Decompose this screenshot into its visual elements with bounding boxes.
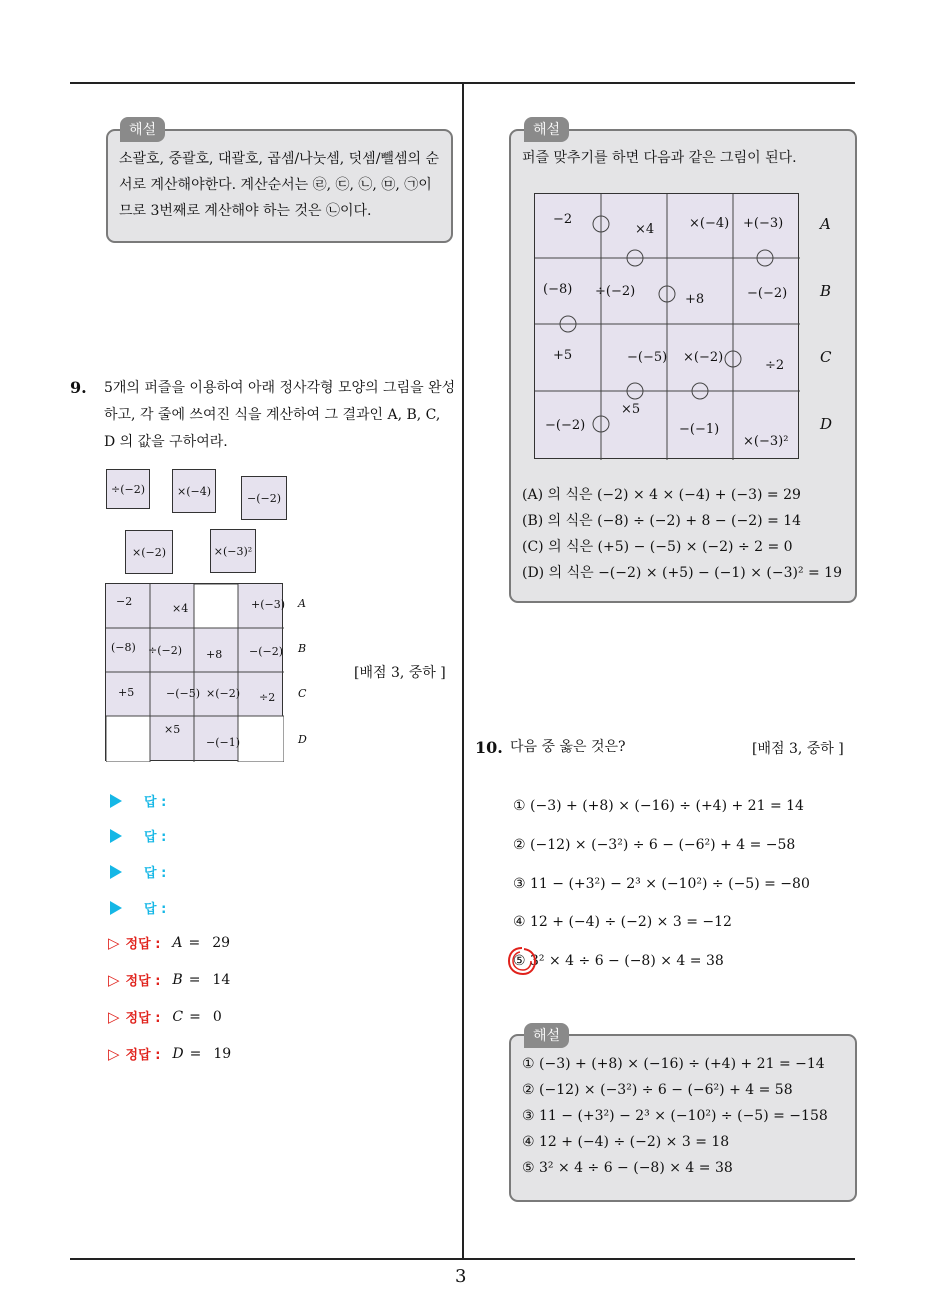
correct-answer: ▷ 정답 : C = 0 — [108, 1007, 222, 1026]
grid-cell: (−8) — [111, 641, 136, 654]
grid-cell: +5 — [553, 348, 573, 363]
option-3[interactable]: ③ 11 − (+3²) − 2³ × (−10²) ÷ (−5) = −80 — [513, 876, 810, 892]
correct-answer: ▷ 정답 : D = 19 — [108, 1044, 232, 1063]
grid-cell: +(−3) — [743, 216, 784, 231]
solution-line: ④ 12 + (−4) ÷ (−2) × 3 = 18 — [522, 1134, 730, 1150]
answer-blank[interactable]: 답 : — [110, 862, 166, 881]
play-icon — [110, 901, 122, 915]
option-1[interactable]: ① (−3) + (+8) × (−16) ÷ (+4) + 21 = 14 — [513, 798, 804, 814]
bottom-rule — [70, 1258, 855, 1260]
solution-line: ① (−3) + (+8) × (−16) ÷ (+4) + 21 = −14 — [522, 1056, 825, 1072]
question-puzzle-grid — [105, 583, 286, 761]
page-number: 3 — [455, 1266, 467, 1287]
puzzle-piece: ×(−2) — [125, 530, 173, 574]
grid-cell: −2 — [116, 595, 133, 608]
grid-cell: +5 — [118, 686, 135, 699]
solution-line: ③ 11 − (+3²) − 2³ × (−10²) ÷ (−5) = −158 — [522, 1108, 828, 1124]
answer-blank[interactable]: 답 : — [110, 898, 166, 917]
question-text-9: 5개의 퍼즐을 이용하여 아래 정사각형 모양의 그림을 완성하고, 각 줄에 쓰여진 식을 계산하여 그 결과인 A, B, C, D 의 값을 구하여라. — [104, 380, 456, 450]
grid-cell: ×(−2) — [683, 350, 724, 365]
play-icon — [110, 829, 122, 843]
solution-line: (C) 의 식은 (+5) − (−5) × (−2) ÷ 2 = 0 — [522, 539, 793, 555]
grid-cell: (−8) — [543, 282, 573, 297]
option-4[interactable]: ④ 12 + (−4) ÷ (−2) × 3 = −12 — [513, 914, 732, 930]
triangle-outline-icon: ▷ — [108, 970, 120, 989]
column-divider — [462, 83, 464, 1259]
grid-cell: ×5 — [621, 402, 641, 417]
play-icon — [110, 865, 122, 879]
correct-answer: ▷ 정답 : B = 14 — [108, 970, 231, 989]
row-label: B — [298, 642, 307, 655]
grid-cell: ×(−4) — [689, 216, 730, 231]
solution-line: ⑤ 3² × 4 ÷ 6 − (−8) × 4 = 38 — [522, 1160, 733, 1176]
score-label: [배점 3, 중하 ] — [354, 665, 446, 681]
grid-cell: ÷2 — [259, 691, 276, 704]
row-label: C — [298, 687, 307, 700]
grid-cell: −(−2) — [545, 418, 586, 433]
row-label: B — [820, 282, 832, 300]
grid-cell: +(−3) — [251, 598, 286, 611]
score-label: [배점 3, 중하 ] — [752, 741, 844, 757]
solution-intro-q9: 퍼즐 맞추기를 하면 다음과 같은 그림이 된다. — [522, 150, 797, 166]
solution-line: (B) 의 식은 (−8) ÷ (−2) + 8 − (−2) = 14 — [522, 513, 802, 529]
puzzle-piece: ÷(−2) — [106, 469, 150, 509]
row-label: A — [820, 215, 831, 233]
play-icon — [110, 794, 122, 808]
solution-line: ② (−12) × (−3²) ÷ 6 − (−6²) + 4 = 58 — [522, 1082, 793, 1098]
question-text-10: 다음 중 옳은 것은? — [510, 739, 626, 755]
solved-puzzle-grid — [534, 193, 799, 459]
puzzle-piece: ×(−4) — [172, 469, 216, 513]
solution-tag: 해설 — [524, 117, 569, 142]
grid-cell: −(−1) — [206, 736, 241, 749]
grid-cell: ×(−3)² — [743, 434, 789, 449]
grid-cell: ÷(−2) — [595, 284, 636, 299]
triangle-outline-icon: ▷ — [108, 1044, 120, 1063]
triangle-outline-icon: ▷ — [108, 933, 120, 952]
grid-cell: ×(−2) — [206, 687, 241, 700]
grid-cell: −2 — [553, 212, 573, 227]
option-2[interactable]: ② (−12) × (−3²) ÷ 6 − (−6²) + 4 = −58 — [513, 837, 796, 853]
row-label: C — [820, 348, 832, 366]
row-label: A — [298, 597, 306, 610]
grid-cell: ×4 — [635, 222, 655, 237]
grid-cell: +8 — [206, 648, 223, 661]
option-5[interactable]: ⑤ 3² × 4 ÷ 6 − (−8) × 4 = 38 — [513, 953, 724, 969]
question-number-9: 9. — [70, 378, 87, 397]
solution-line: (D) 의 식은 −(−2) × (+5) − (−1) × (−3)² = 19 — [522, 565, 842, 581]
solution-tag: 해설 — [524, 1023, 569, 1048]
solution-text-q8: 소괄호, 중괄호, 대괄호, 곱셈/나눗셈, 덧셈/뺄셈의 순서로 계산해야한다. 계산순서는 ㉣, ㉢, ㉡, ㉤, ㉠이므로 3번째로 계산해야 하는 것은 ㉡이다. — [119, 151, 439, 219]
grid-cell: ×5 — [164, 723, 181, 736]
grid-cell: −(−2) — [249, 645, 284, 658]
grid-cell: −(−5) — [627, 350, 668, 365]
correct-answer: ▷ 정답 : A = 29 — [108, 933, 231, 952]
puzzle-piece: ×(−3)² — [210, 529, 256, 573]
answer-blank[interactable]: 답 : — [110, 791, 166, 810]
row-label: D — [820, 415, 833, 433]
correct-mark-circle-icon — [505, 944, 539, 978]
grid-cell: +8 — [685, 292, 705, 307]
answer-blank[interactable]: 답 : — [110, 826, 166, 845]
grid-cell: −(−2) — [747, 286, 788, 301]
solution-line: (A) 의 식은 (−2) × 4 × (−4) + (−3) = 29 — [522, 487, 801, 503]
grid-cell: ÷2 — [765, 358, 785, 373]
question-number-10: 10. — [475, 738, 503, 757]
grid-cell: −(−1) — [679, 422, 720, 437]
solution-tag: 해설 — [120, 117, 165, 142]
puzzle-piece: −(−2) — [241, 476, 287, 520]
row-label: D — [298, 733, 307, 746]
grid-cell: −(−5) — [166, 687, 201, 700]
grid-cell: ÷(−2) — [148, 644, 183, 657]
grid-cell: ×4 — [172, 602, 189, 615]
triangle-outline-icon: ▷ — [108, 1007, 120, 1026]
